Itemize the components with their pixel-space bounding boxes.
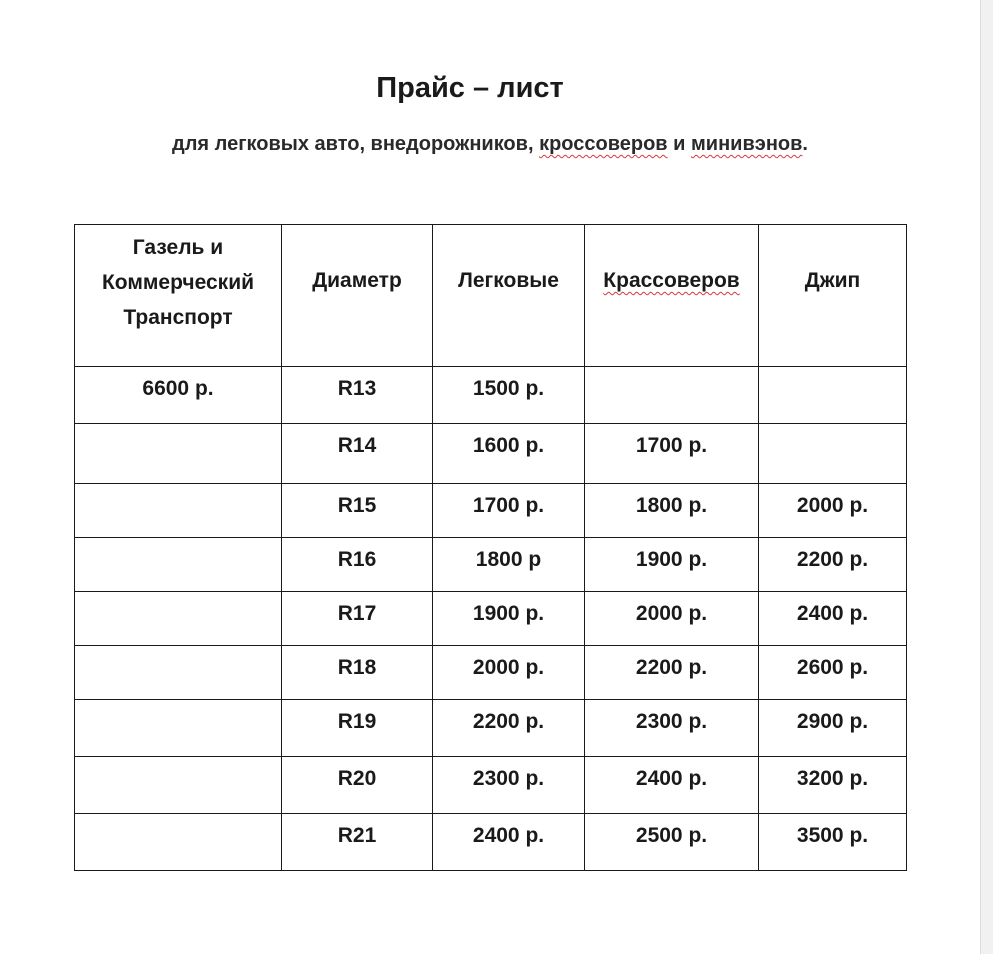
cell-crossover: 1800 р. [585, 484, 759, 538]
cell-commercial [75, 424, 282, 484]
table-row [75, 592, 907, 646]
cell-jeep: 2200 р. [759, 538, 907, 592]
cell-crossover [585, 367, 759, 424]
cell-jeep [759, 424, 907, 484]
cell-diameter: R20 [282, 757, 433, 814]
cell-passenger: 2200 р. [433, 700, 585, 757]
subtitle-spellcheck-word[interactable]: минивэнов [691, 133, 803, 155]
cell-crossover: 2500 р. [585, 814, 759, 871]
cell-commercial [75, 592, 282, 646]
subtitle-text-prefix: для легковых авто, внедорожников, [172, 133, 540, 155]
cell-commercial [75, 646, 282, 700]
window-edge-strip [980, 0, 993, 954]
cell-passenger: 1900 р. [433, 592, 585, 646]
table-row [75, 757, 907, 814]
cell-passenger: 1500 р. [433, 367, 585, 424]
cell-passenger: 2000 р. [433, 646, 585, 700]
cell-diameter: R18 [282, 646, 433, 700]
cell-jeep: 2400 р. [759, 592, 907, 646]
cell-passenger: 2400 р. [433, 814, 585, 871]
cell-diameter: R14 [282, 424, 433, 484]
cell-crossover: 2200 р. [585, 646, 759, 700]
subtitle-text-middle: и [667, 133, 692, 155]
table-row [75, 700, 907, 757]
cell-passenger: 1700 р. [433, 484, 585, 538]
cell-jeep [759, 367, 907, 424]
cell-jeep: 3200 р. [759, 757, 907, 814]
cell-passenger: 1600 р. [433, 424, 585, 484]
table-row [75, 814, 907, 871]
cell-commercial [75, 814, 282, 871]
cell-diameter: R15 [282, 484, 433, 538]
header-diameter: Диаметр [282, 225, 433, 367]
cell-crossover: 2000 р. [585, 592, 759, 646]
cell-diameter: R17 [282, 592, 433, 646]
header-commercial-transport: Газель и Коммерческий Транспорт [75, 225, 282, 367]
cell-passenger: 1800 р [433, 538, 585, 592]
table-row [75, 484, 907, 538]
cell-jeep: 2600 р. [759, 646, 907, 700]
header-crossover [585, 225, 759, 367]
cell-commercial [75, 484, 282, 538]
subtitle-spellcheck-word[interactable]: кроссоверов [539, 133, 668, 155]
header-crossover-label[interactable]: Крассоверов [603, 269, 740, 292]
cell-diameter: R13 [282, 367, 433, 424]
cell-commercial [75, 757, 282, 814]
cell-crossover: 2300 р. [585, 700, 759, 757]
cell-passenger: 2300 р. [433, 757, 585, 814]
header-passenger: Легковые [433, 225, 585, 367]
cell-jeep: 2900 р. [759, 700, 907, 757]
header-jeep: Джип [759, 225, 907, 367]
cell-crossover: 1700 р. [585, 424, 759, 484]
cell-crossover: 2400 р. [585, 757, 759, 814]
subtitle-text-suffix: . [802, 133, 808, 155]
price-table [74, 224, 907, 871]
cell-diameter: R16 [282, 538, 433, 592]
cell-commercial [75, 700, 282, 757]
table-row [75, 424, 907, 484]
table-row [75, 367, 907, 424]
cell-diameter: R21 [282, 814, 433, 871]
table-row [75, 538, 907, 592]
cell-commercial [75, 538, 282, 592]
table-row [75, 646, 907, 700]
cell-commercial: 6600 р. [75, 367, 282, 424]
cell-jeep: 3500 р. [759, 814, 907, 871]
cell-jeep: 2000 р. [759, 484, 907, 538]
cell-crossover: 1900 р. [585, 538, 759, 592]
document-title: Прайс – лист [376, 72, 564, 104]
cell-diameter: R19 [282, 700, 433, 757]
table-header-row [75, 225, 907, 367]
document-subtitle [0, 130, 980, 158]
